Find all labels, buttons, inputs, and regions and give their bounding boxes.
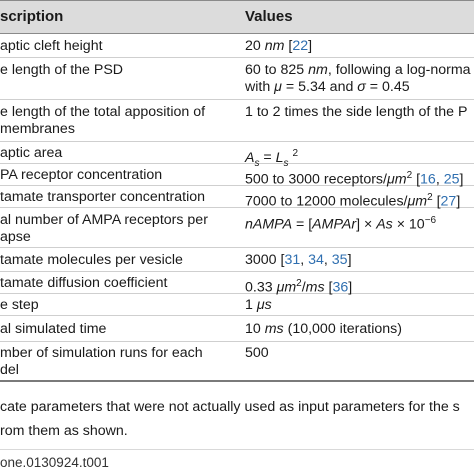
row-description: e length of the total apposition of xyxy=(0,104,206,120)
row-description: tamate transporter concentration xyxy=(0,189,206,205)
table-row xyxy=(0,100,474,142)
row-description: aptic cleft height xyxy=(0,38,103,54)
row-description: mber of simulation runs for each xyxy=(0,345,203,361)
table-footnote-line2: rom them as shown. xyxy=(0,423,128,439)
header-description: scription xyxy=(0,8,64,25)
row-description: PA receptor concentration xyxy=(0,167,163,183)
table-footnote: cate parameters that were not actually used as input parameters for the s xyxy=(0,399,460,415)
table-row xyxy=(0,248,474,272)
table-row xyxy=(0,208,474,248)
row-value: $A_s = L_s$ $^2$ xyxy=(245,148,299,169)
row-description: tamate molecules per vesicle xyxy=(0,252,183,268)
row-value: 1 to 2 times the side length of the P xyxy=(245,104,468,120)
table-row xyxy=(0,58,474,100)
row-value: 0.33 $\mu m^2/ms$ [36] xyxy=(245,278,353,296)
table-row xyxy=(0,272,474,294)
doi-label: one.0130924.t001 xyxy=(0,455,109,470)
table-row xyxy=(0,34,474,58)
table-row xyxy=(0,164,474,186)
table-row xyxy=(0,342,474,382)
row-value: 500 xyxy=(245,345,269,361)
header-values: Values xyxy=(245,8,293,25)
table-row xyxy=(0,316,474,342)
row-description: e step xyxy=(0,297,39,313)
row-value: 10 ms (10,000 iterations) xyxy=(245,321,402,337)
row-value: 7000 to 12000 molecules/$\mu m^2$ [27] xyxy=(245,192,461,210)
table-row xyxy=(0,142,474,169)
table-header xyxy=(0,0,474,34)
row-value: 500 to 3000 receptors/$\mu m^2$ [16, 25] xyxy=(245,170,464,188)
row-description-line2: apse xyxy=(0,229,31,245)
row-description-line2: del xyxy=(0,362,19,378)
row-description: e length of the PSD xyxy=(0,62,124,78)
divider xyxy=(0,449,474,450)
row-value-line2: with μ = 5.34 and σ = 0.45 xyxy=(245,79,410,95)
row-description: al number of AMPA receptors per xyxy=(0,212,208,228)
row-description: tamate diffusion coefficient xyxy=(0,275,168,291)
table-row xyxy=(0,294,474,316)
table-row xyxy=(0,186,474,208)
row-value: 1 μs xyxy=(245,297,272,313)
row-description-line2: membranes xyxy=(0,121,75,137)
row-value: 60 to 825 nm, following a log-norma xyxy=(245,62,471,78)
row-value: 3000 [31, 34, 35] xyxy=(245,252,352,268)
row-description: al simulated time xyxy=(0,321,107,337)
row-value: nAMPA = [AMPAr] × $As \times 10^{-6}$ xyxy=(245,215,437,233)
row-description: aptic area xyxy=(0,145,63,161)
row-value: 20 nm [22] xyxy=(245,38,313,54)
